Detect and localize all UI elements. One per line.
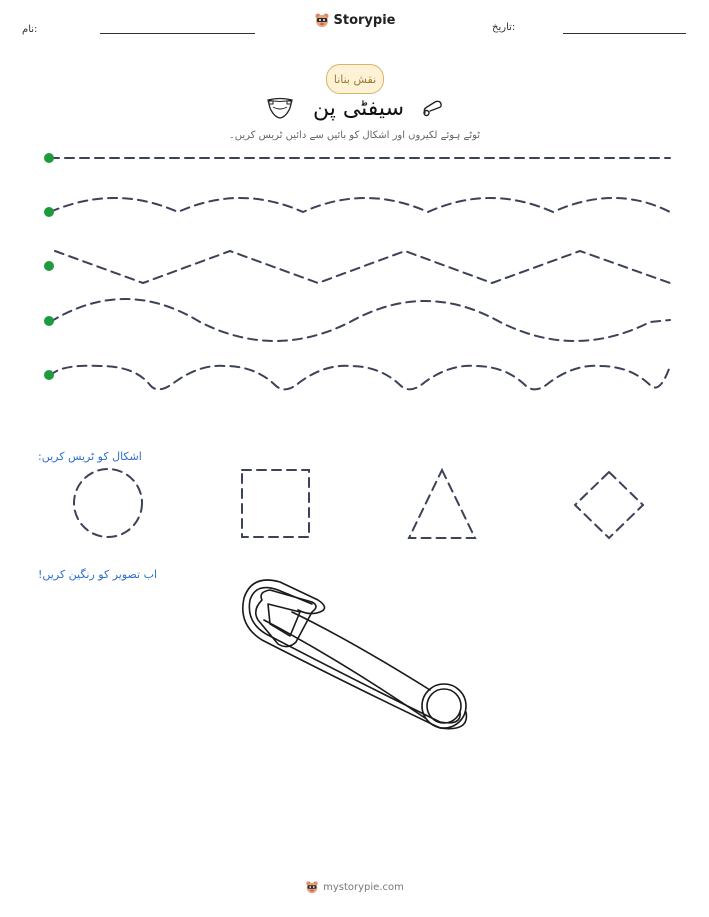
tracing-lines (0, 140, 709, 400)
title-row (0, 95, 709, 121)
shapes-section-label: اشکال کو ٹریس کریں: (38, 450, 142, 463)
date-label: تاریخ: (492, 22, 516, 33)
color-section-label: اب تصویر کو رنگین کریں! (38, 568, 158, 581)
brand-name: Storypie (333, 12, 396, 28)
bear-logo-icon (305, 880, 319, 894)
start-dot-3 (44, 261, 54, 271)
diaper-icon (265, 95, 295, 121)
trace-square[interactable] (242, 470, 309, 537)
name-label: نام: (22, 24, 38, 35)
category-tag: نقش بنانا (326, 64, 384, 94)
name-field-line[interactable] (100, 33, 255, 34)
start-dot-4 (44, 316, 54, 326)
safety-pin-icon (422, 98, 444, 118)
instructions: ٹوٹے ہوئے لکیروں اور اشکال کو بائیں سے دائیں ٹریس کریں۔ (228, 130, 481, 141)
trace-diamond[interactable] (575, 472, 643, 538)
tracing-line-wave-2[interactable] (50, 299, 670, 341)
trace-shapes (0, 460, 709, 550)
safety-pin-coloring-image[interactable] (230, 565, 480, 735)
tracing-line-zigzag[interactable] (55, 251, 670, 283)
trace-triangle[interactable] (409, 470, 475, 538)
footer-url[interactable]: mystorypie.com (323, 881, 404, 893)
footer (0, 880, 709, 894)
start-dot-5 (44, 370, 54, 380)
date-field-line[interactable] (563, 33, 686, 34)
bear-logo-icon (314, 12, 330, 28)
brand-header (0, 12, 709, 28)
trace-circle[interactable] (74, 469, 142, 537)
start-dot-2 (44, 207, 54, 217)
tracing-line-bump-wave[interactable] (50, 366, 670, 390)
tracing-line-wave[interactable] (50, 198, 670, 212)
page-title: سیفٹی پن (312, 95, 405, 121)
start-dot-1 (44, 153, 54, 163)
